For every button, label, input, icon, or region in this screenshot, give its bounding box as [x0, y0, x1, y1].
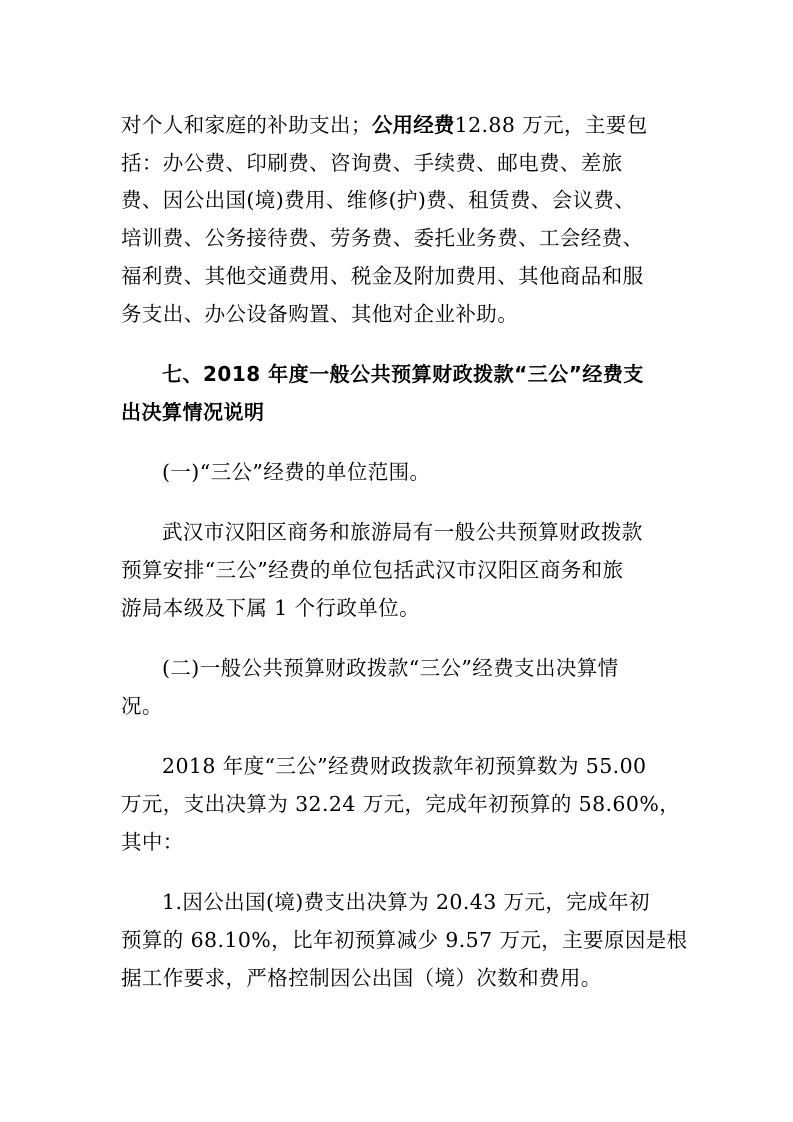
paragraph-1-line-6: 务支出、办公设备购置、其他对企业补助。 [121, 302, 519, 326]
paragraph-1-line-2: 括：办公费、印刷费、咨询费、手续费、邮电费、差旅 [121, 151, 623, 175]
section-7-heading-line-2: 出决算情况说明 [121, 400, 265, 424]
section-7-heading-line-1: 七、2018 年度一般公共预算财政拨款“三公”经费支 [162, 362, 644, 386]
subsection-2-title-line-1: (二)一般公共预算财政拨款“三公”经费支出决算情 [162, 656, 619, 680]
paragraph-1-line-4: 培训费、公务接待费、劳务费、委托业务费、工会经费、 [121, 226, 644, 250]
paragraph-1-line-1-text-b: 12.88 万元，主要包 [454, 113, 648, 137]
item-1-line-1: 1.因公出国(境)费支出决算为 20.43 万元，完成年初 [162, 890, 650, 914]
subsection-2-body-line-3: 其中： [121, 830, 184, 854]
subsection-1-body-line-1: 武汉市汉阳区商务和旅游局有一般公共预算财政拨款 [162, 520, 643, 544]
public-funds-label: 公用经费 [371, 113, 455, 137]
paragraph-1-line-5: 福利费、其他交通费用、税金及附加费用、其他商品和服 [121, 264, 644, 288]
subsection-1-body-line-2: 预算安排“三公”经费的单位包括武汉市汉阳区商务和旅 [121, 558, 624, 582]
paragraph-1-line-3: 费、因公出国(境)费用、维修(护)费、租赁费、会议费、 [121, 188, 636, 212]
paragraph-1-line-1 [121, 111, 681, 139]
item-1-line-3: 据工作要求，严格控制因公出国（境）次数和费用。 [121, 966, 602, 990]
subsection-2-title-line-2: 况。 [121, 694, 163, 718]
subsection-2-body-line-1: 2018 年度“三公”经费财政拨款年初预算数为 55.00 [162, 754, 647, 778]
item-1-line-2: 预算的 68.10%，比年初预算减少 9.57 万元，主要原因是根 [121, 928, 688, 952]
paragraph-1-line-1-text-a: 对个人和家庭的补助支出； [121, 113, 372, 137]
subsection-1-title: (一)“三公”经费的单位范围。 [162, 460, 431, 484]
subsection-2-body-line-2: 万元，支出决算为 32.24 万元，完成年初预算的 58.60%， [121, 792, 681, 816]
subsection-1-body-line-3: 游局本级及下属 1 个行政单位。 [121, 596, 420, 620]
